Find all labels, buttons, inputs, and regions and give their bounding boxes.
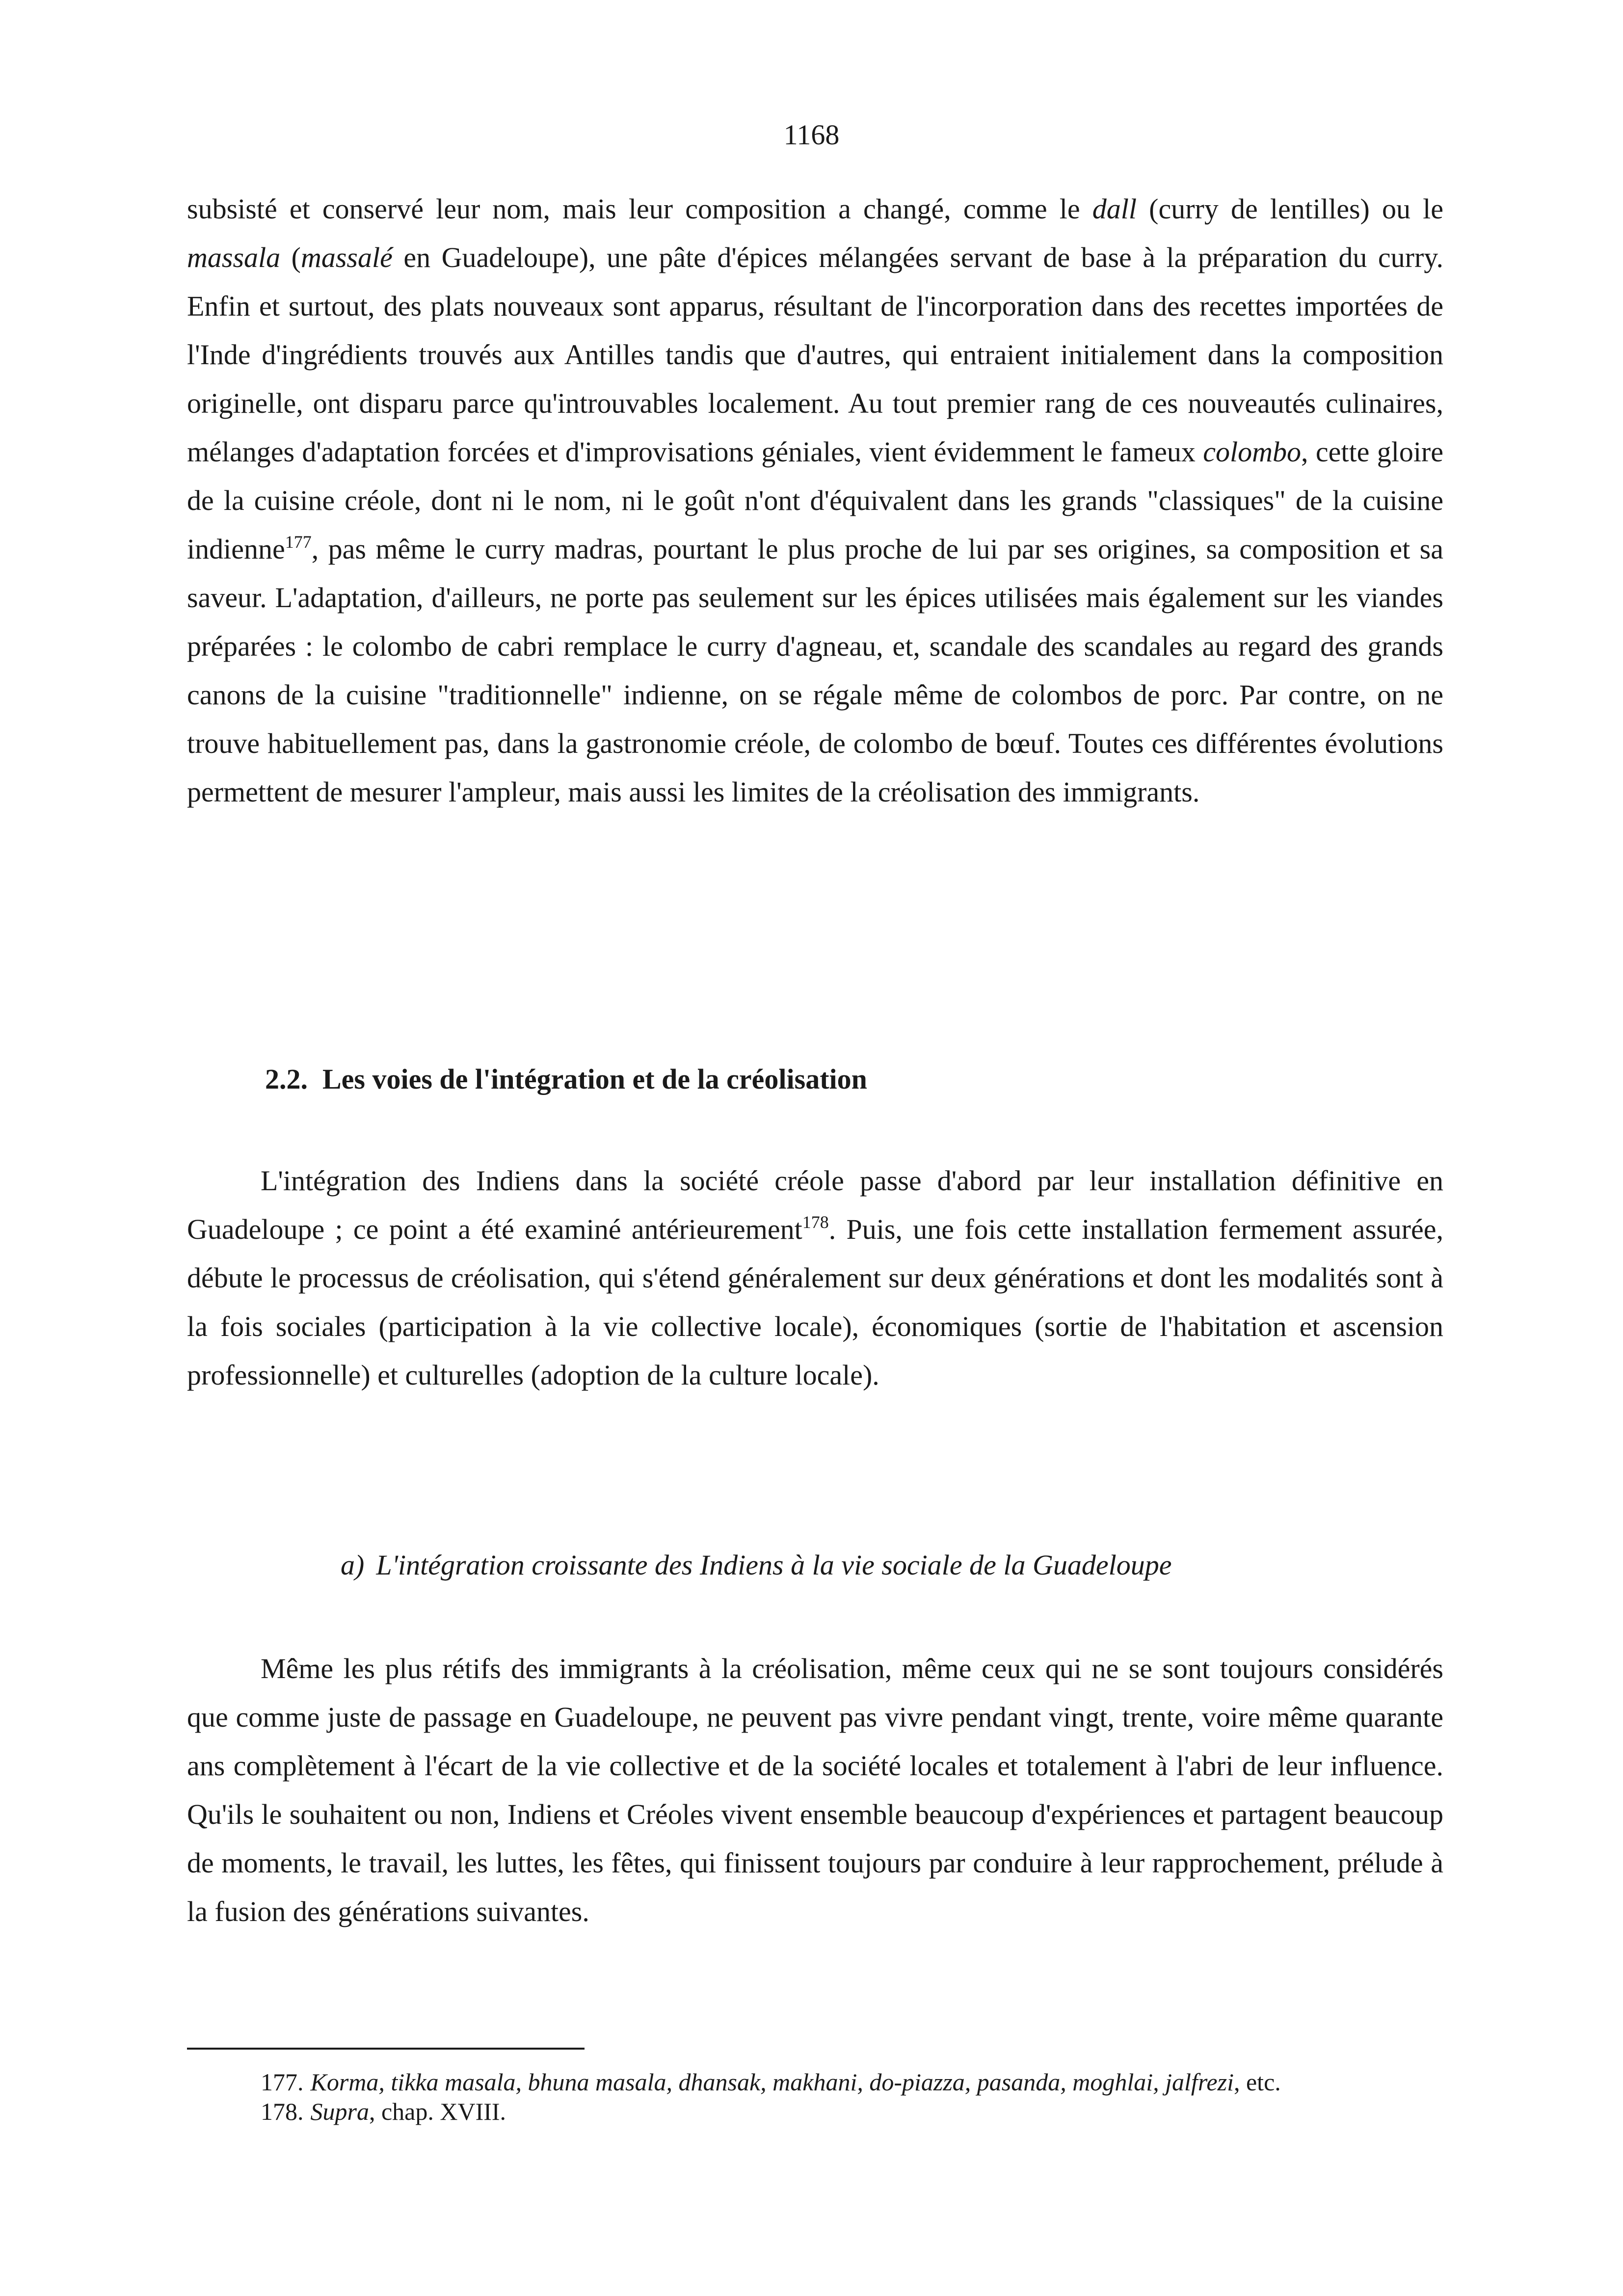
text-run: (: [280, 241, 301, 273]
italic-term: massala: [187, 241, 281, 273]
body-paragraph-continuation: [187, 185, 1443, 816]
italic-term: massalé: [300, 241, 393, 273]
subsection-paragraph: [187, 1644, 1443, 1936]
section-heading: [265, 1065, 867, 1094]
text-run: , cette gloire de la cuisine créole, dont ni le nom, ni le goût n'ont d'équivalent dans les grands "classiques" de la cuisine indienne: [187, 436, 1443, 565]
footnote-reference: 178: [802, 1212, 829, 1232]
text-run: , pas même le curry madras, pourtant le plus proche de lui par ses origines, sa composition et sa saveur. L'adaptation, d'ailleurs, ne porte pas seulement sur les épices utilisées mais également sur les viandes préparées : le colombo de cabri remplace le curry d'agneau, et, scandale des scandales au regard des grands canons de la cuisine "traditionnelle" indienne, on se régale même de colombos de porc. Par contre, on ne trouve habituellement pas, dans la gastronomie créole, de colombo de bœuf. Toutes ces différentes évolutions permettent de mesurer l'ampleur, mais aussi les limites de la créolisation des immigrants.: [187, 533, 1443, 808]
footnote-separator: [187, 2048, 585, 2050]
footnote-text: , chap. XVIII.: [369, 2098, 506, 2125]
text-run: subsisté et conservé leur nom, mais leur composition a changé, comme le: [187, 193, 1092, 225]
italic-term: dall: [1092, 193, 1137, 225]
subsection-letter: a): [341, 1549, 365, 1581]
footnote: [261, 2097, 1281, 2126]
text-run: . Puis, une fois cette installation fermement assurée, débute le processus de créolisation, qui s'étend généralement sur deux générations et dont les modalités sont à la fois sociales (participation à la vie collective locale), économiques (sortie de l'habitation et ascension professionnelle) et culturelles (adoption de la culture locale).: [187, 1213, 1443, 1391]
text-run: (curry de lentilles) ou le: [1137, 193, 1443, 225]
subsection-title: L'intégration croissante des Indiens à la vie sociale de la Guadeloupe: [376, 1549, 1172, 1581]
page-number: 1168: [783, 119, 840, 151]
footnote-text: , etc.: [1233, 2068, 1281, 2096]
subsection-heading: [341, 1551, 1171, 1579]
footnote: [261, 2067, 1281, 2097]
text-run: en Guadeloupe), une pâte d'épices mélangées servant de base à la préparation du curry. Enfin et surtout, des plats nouveaux sont apparus, résultant de l'incorporation dans des recettes importées de l'Inde d'ingrédients trouvés aux Antilles tandis que d'autres, qui entraient initialement dans la composition originelle, ont disparu parce qu'introuvables localement. Au tout premier rang de ces nouveautés culinaires, mélanges d'adaptation forcées et d'improvisations géniales, vient évidemment le fameux: [187, 241, 1443, 468]
paragraph-text: [187, 1156, 1443, 1399]
footnote-number: 177.: [261, 2068, 304, 2096]
footnote-italic-text: Supra: [310, 2098, 369, 2125]
footnotes: [261, 2067, 1281, 2126]
section-title: Les voies de l'intégration et de la créolisation: [322, 1063, 867, 1095]
footnote-italic-text: Korma, tikka masala, bhuna masala, dhansak, makhani, do-piazza, pasanda, moghlai, jalfrezi: [310, 2068, 1234, 2096]
italic-term: colombo: [1203, 436, 1301, 468]
section-number: 2.2.: [265, 1063, 308, 1095]
footnote-reference: 177: [285, 532, 312, 552]
paragraph-text: Même les plus rétifs des immigrants à la créolisation, même ceux qui ne se sont toujours considérés que comme juste de passage en Guadeloupe, ne peuvent pas vivre pendant vingt, trente, voire même quarante ans complètement à l'écart de la vie collective et de la société locales et totalement à l'abri de leur influence. Qu'ils le souhaitent ou non, Indiens et Créoles vivent ensemble beaucoup d'expériences et partagent beaucoup de moments, le travail, les luttes, les fêtes, qui finissent toujours par conduire à leur rapprochement, prélude à la fusion des générations suivantes.: [187, 1653, 1443, 1927]
text-run: L'intégration des Indiens dans la société créole passe d'abord par leur installation définitive en Guadeloupe ; ce point a été examiné antérieurement: [187, 1165, 1443, 1245]
footnote-number: 178.: [261, 2098, 304, 2125]
paragraph-text: [187, 185, 1443, 816]
section-paragraph: [187, 1156, 1443, 1399]
